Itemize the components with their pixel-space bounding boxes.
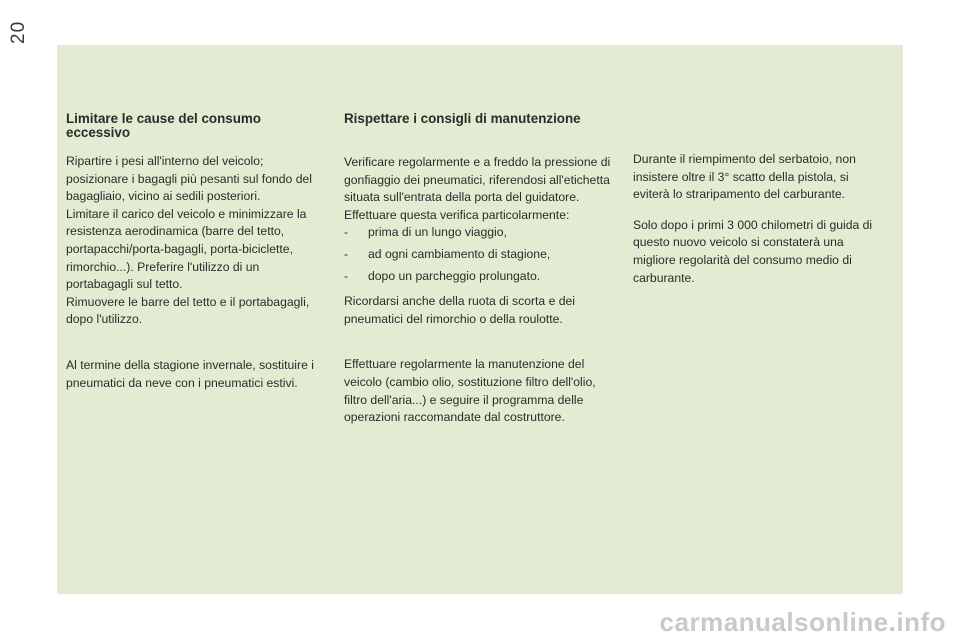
list-item-text: ad ogni cambiamento di stagione, xyxy=(368,246,551,261)
paragraph-remove-bars: Rimuovere le barre del tetto e il portabagagli, dopo l'utilizzo. xyxy=(66,294,310,327)
paragraph-spare-wheel: Ricordarsi anche della ruota di scorta e dei pneumatici del rimorchio o della roulotte. xyxy=(344,294,576,326)
list-dash: - xyxy=(344,225,349,240)
watermark: carmanualsonline.info xyxy=(659,607,946,637)
middle-column xyxy=(344,112,614,427)
page-number: 20 xyxy=(8,20,29,44)
paragraph-load-limit: Limitare il carico del veicolo e minimizzare la resistenza aerodinamica (barre del tetto, portapacchi/porta-bagagli, porta-biciclette, rimorchio...). Preferire l'utilizzo di un portabagagli sul tetto. xyxy=(66,206,307,292)
paragraph-tyre-pressure: Verificare regolarmente e a freddo la pressione di gonfiaggio dei pneumatici, riferendosi all'etichetta situata sull'entrata della porta del guidatore. xyxy=(344,155,611,205)
list-item-text: prima di un lungo viaggio, xyxy=(368,225,507,240)
paragraph-break-in: Solo dopo i primi 3 000 chilometri di guida di questo nuovo veicolo si constaterà una migliore regolarità del consumo medio di carburante. xyxy=(633,217,873,285)
list-item xyxy=(344,268,614,286)
paragraph-refuelling: Durante il riempimento del serbatoio, non insistere oltre il 3° scatto della pistola, si eviterà lo straripamento del carburante. xyxy=(633,152,856,202)
paragraph-winter-tyres: Al termine della stagione invernale, sostituire i pneumatici da neve con i pneumatici estivi. xyxy=(66,357,314,390)
list-dash: - xyxy=(344,268,349,283)
paragraph-check-when: Effettuare questa verifica particolarmente: xyxy=(344,207,570,222)
section-heading-maintenance: Rispettare i consigli di manutenzione xyxy=(344,111,581,126)
list-item xyxy=(344,246,614,264)
list-item xyxy=(344,224,614,242)
left-column xyxy=(66,112,328,392)
list-dash: - xyxy=(344,246,349,261)
paragraph-regular-maintenance: Effettuare regolarmente la manutenzione del veicolo (cambio olio, sostituzione filtro dell'olio, filtro dell'aria...) e seguire il programma delle operazioni raccomandate dal costruttore. xyxy=(344,357,596,425)
paragraph-weight-distribution: Ripartire i pesi all'interno del veicolo; posizionare i bagagli più pesanti sul fondo del bagagliaio, vicino ai sedili posteriori. xyxy=(66,154,312,204)
right-column xyxy=(633,151,883,287)
section-heading-consumption: Limitare le cause del consumo eccessivo xyxy=(66,111,261,140)
list-item-text: dopo un parcheggio prolungato. xyxy=(368,268,541,283)
